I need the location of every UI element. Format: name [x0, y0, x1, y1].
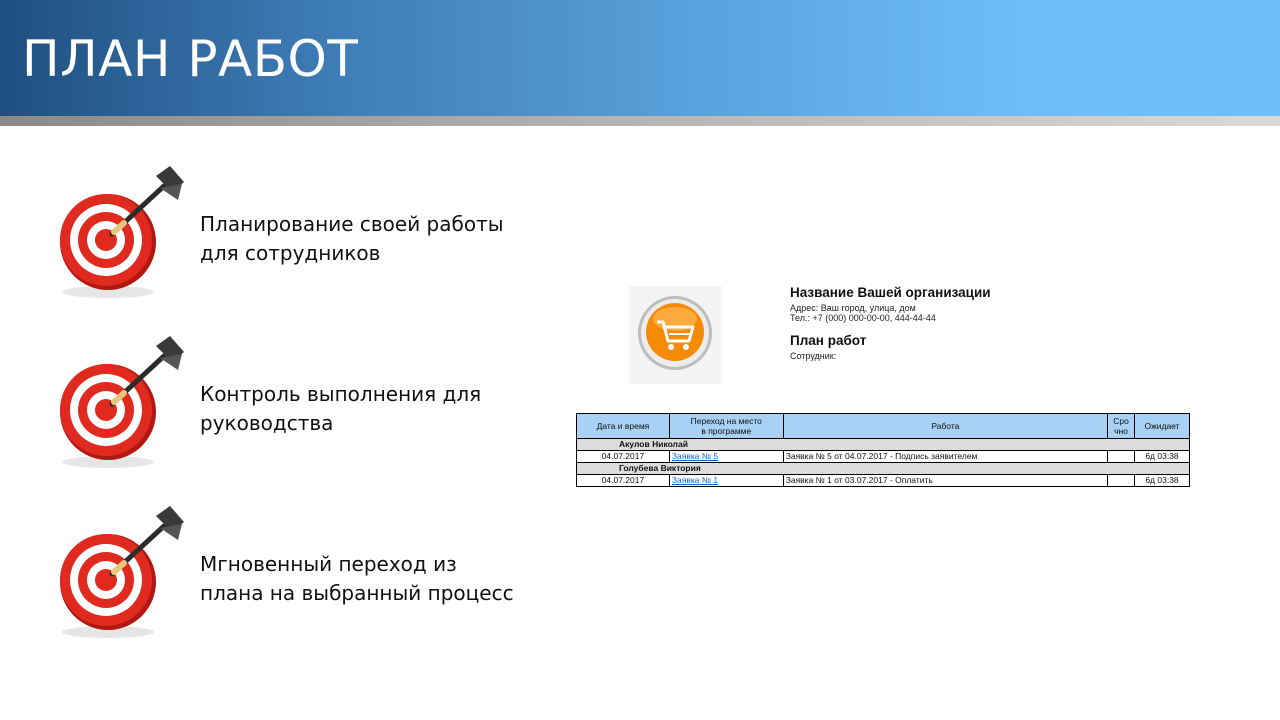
employee-name: Голубева Виктория	[577, 463, 1190, 475]
cell-work: Заявка № 1 от 03.07.2017 - Оплатить	[783, 475, 1107, 487]
cell-waiting: 6д 03:38	[1134, 475, 1189, 487]
cell-date: 04.07.2017	[577, 451, 670, 463]
report-preview	[576, 280, 1196, 500]
feature-text-line: руководства	[200, 411, 334, 435]
target-dart-icon	[52, 164, 192, 304]
request-link[interactable]: Заявка № 1	[669, 475, 783, 487]
column-header-goto	[669, 414, 783, 439]
request-link[interactable]: Заявка № 5	[669, 451, 783, 463]
employee-group-row	[577, 439, 1190, 451]
column-header-goto-line: Переход на место	[690, 416, 762, 426]
slide-title: ПЛАН РАБОТ	[22, 30, 359, 88]
table-header-row	[577, 414, 1190, 439]
column-header-datetime: Дата и время	[577, 414, 670, 439]
logo-box	[629, 286, 722, 384]
organization-name: Название Вашей организации	[790, 285, 991, 300]
cell-urgent	[1108, 451, 1135, 463]
target-dart-icon	[52, 334, 192, 474]
shopping-cart-icon	[629, 286, 722, 384]
feature-text-line: для сотрудников	[200, 241, 381, 265]
organization-address: Адрес: Ваш город, улица, дом	[790, 303, 916, 313]
work-plan-table	[576, 413, 1190, 487]
header-underline	[0, 116, 1280, 126]
column-header-urgent	[1108, 414, 1135, 439]
feature-item	[52, 334, 572, 474]
plan-title: План работ	[790, 333, 867, 348]
cell-date: 04.07.2017	[577, 475, 670, 487]
cell-work: Заявка № 5 от 04.07.2017 - Подпись заявителем	[783, 451, 1107, 463]
column-header-work: Работа	[783, 414, 1107, 439]
column-header-waiting: Ожидает	[1134, 414, 1189, 439]
employee-name: Акулов Николай	[577, 439, 1190, 451]
column-header-urgent-line: Сро	[1113, 416, 1129, 426]
column-header-urgent-line: чно	[1114, 426, 1128, 436]
cell-waiting: 6д 03:38	[1134, 451, 1189, 463]
feature-text-line: плана на выбранный процесс	[200, 581, 514, 605]
column-header-goto-line: в программе	[701, 426, 752, 436]
feature-item	[52, 504, 572, 644]
feature-text-line: Мгновенный переход из	[200, 552, 457, 576]
table-row	[577, 475, 1190, 487]
feature-item	[52, 164, 572, 304]
employee-label: Сотрудник:	[790, 351, 837, 361]
employee-group-row	[577, 463, 1190, 475]
organization-phone: Тел.: +7 (000) 000-00-00, 444-44-44	[790, 313, 936, 323]
target-dart-icon	[52, 504, 192, 644]
feature-text-line: Контроль выполнения для	[200, 382, 482, 406]
cell-urgent	[1108, 475, 1135, 487]
feature-text-line: Планирование своей работы	[200, 212, 504, 236]
table-row	[577, 451, 1190, 463]
